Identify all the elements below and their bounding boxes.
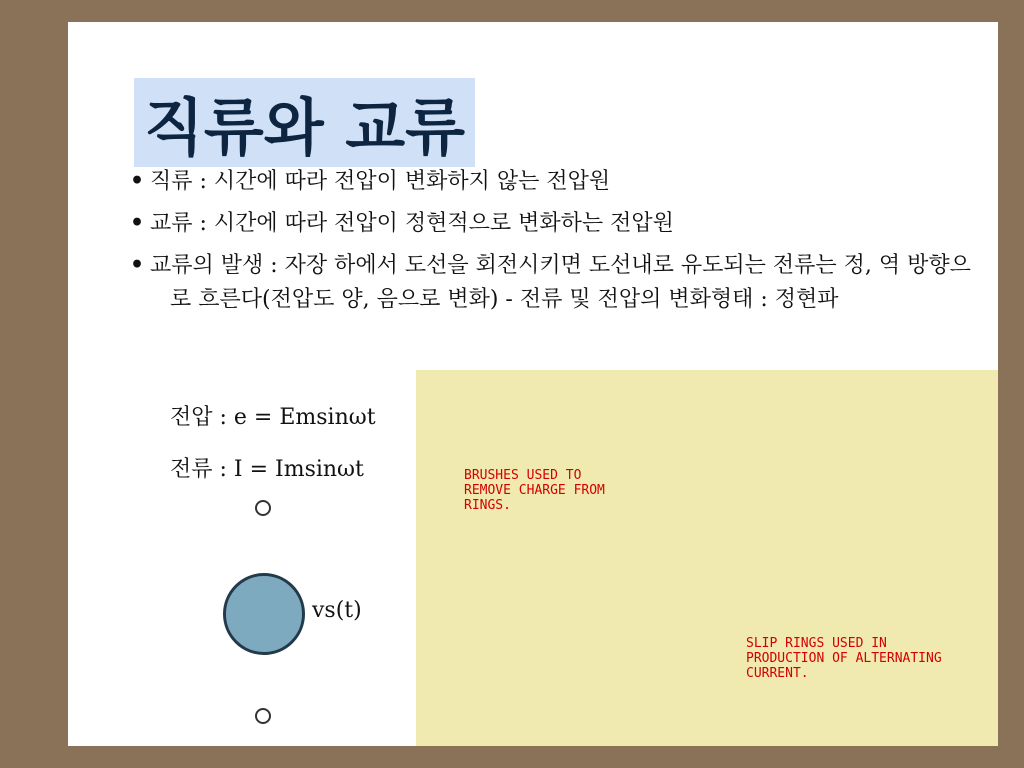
bullet-generation: • 교류의 발생 : 자장 하에서 도선을 회전시키면 도선내로 유도되는 전류는 정, 역 방향으로 흐른다(전압도 양, 음으로 변화) - 전류 및 전압의 변화형태 : 정현파 <box>130 252 971 312</box>
ac-generator-diagram: BRUSHES USED TO REMOVE CHARGE FROM RINGS. SLIP RINGS USED IN PRODUCTION OF ALTERNATING CURRENT. <box>416 370 998 746</box>
circuit-node <box>255 500 271 516</box>
bullet-dc: • 직류 : 시간에 따라 전압이 변화하지 않는 전압원 <box>130 168 611 194</box>
current-formula: 전류 : I = Imsinωt <box>170 457 364 482</box>
source-label: vs(t) <box>312 598 362 623</box>
ac-source-icon <box>223 573 305 655</box>
slide-title: 직류와 교류 <box>134 78 475 167</box>
voltage-formula: 전압 : e = Emsinωt <box>170 405 376 430</box>
bullet-ac: • 교류 : 시간에 따라 전압이 정현적으로 변화하는 전압원 <box>130 210 674 236</box>
circuit-node <box>255 708 271 724</box>
